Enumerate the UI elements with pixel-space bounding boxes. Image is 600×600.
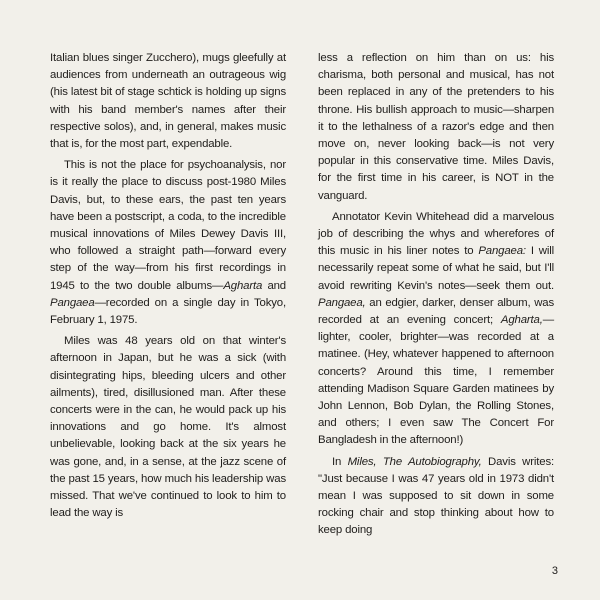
text-run: I will necessarily repeat some of what he said, but I'll avoid rewriting Kevin's notes—seek them out. (318, 245, 554, 292)
right-column (318, 50, 554, 544)
book-title: Miles, The Autobiography, (347, 455, 482, 468)
left-column (50, 50, 286, 526)
text-run: —recorded on a single day in Tokyo, February 1, 1975. (50, 296, 286, 327)
text-run: In (332, 455, 348, 468)
page-number: 3 (551, 565, 558, 577)
album-title-pangaea: Pangaea, (318, 296, 366, 309)
text-run: This is not the place for psychoanalysis, nor is it really the place to discuss post-1980 Miles Davis, but, to these ears, the past ten years have been a postscript, a coda, to the incredible musical innovations of Miles Dewey Davis III, who followed a straight path—forward every step of the way—from his first recordings in 1945 to the two double albums— (50, 159, 286, 292)
left-paragraph-3: Miles was 48 years old on that winter's afternoon in Japan, but he was a sick (with disintegrating hips, bleeding ulcers and other ailments), tired, disillusioned man. After these concerts were in the can, he would pack up his innovations and go home. It's almost unbelievable, looking back at the six years he was gone, and, in a sense, at the jazz scene of the past 15 years, how much his leadership was missed. That we've continued to look to him to lead the way is (50, 335, 286, 520)
right-paragraph-2 (318, 209, 554, 450)
right-paragraph-3 (318, 454, 554, 540)
text-run: an edgier, darker, denser album, was recorded at an evening concert; (318, 296, 554, 327)
album-title-agharta: Agharta, (500, 314, 543, 327)
left-paragraph-2 (50, 157, 286, 329)
text-run: and (262, 279, 286, 292)
text-run: —lighter, cooler, brighter—was recorded at a matinee. (Hey, whatever happened to afternoon concerts? Around this time, I remember attending Madison Square Garden matinees by John Lennon, Bob Dylan, the Rolling Stones, and others; I even saw The Concert For Bangladesh in the afternoon!) (318, 314, 554, 447)
album-title-pangaea: Pangaea (50, 296, 95, 309)
album-title-agharta: Agharta (223, 279, 263, 292)
text-run: Annotator Kevin Whitehead did a marvelous job of describing the whys and wherefores of this music in his liner notes to (318, 210, 554, 258)
text-run: Davis writes: "Just because I was 47 years old in 1973 didn't mean I was supposed to sit down in some rocking chair and stop thinking about how to keep doing (318, 455, 554, 537)
right-paragraph-1: less a reflection on him than on us: his charisma, both personal and musical, has not been replaced in any of the pretenders to his throne. His bullish approach to music—sharpen it to the lethalness of a razor's edge and then move on, never looking back—is not very popular in this conservative time. Miles Davis, for the first time in his career, is NOT in the vanguard. (318, 52, 554, 202)
left-paragraph-1: Italian blues singer Zucchero), mugs gleefully at audiences from underneath an outrageous wig (his latest bit of stage schtick is holding up signs with his band member's names after their respective solos), and, in general, makes music that is, for the most part, expendable. (50, 52, 286, 151)
album-title-pangaea: Pangaea: (478, 245, 526, 258)
